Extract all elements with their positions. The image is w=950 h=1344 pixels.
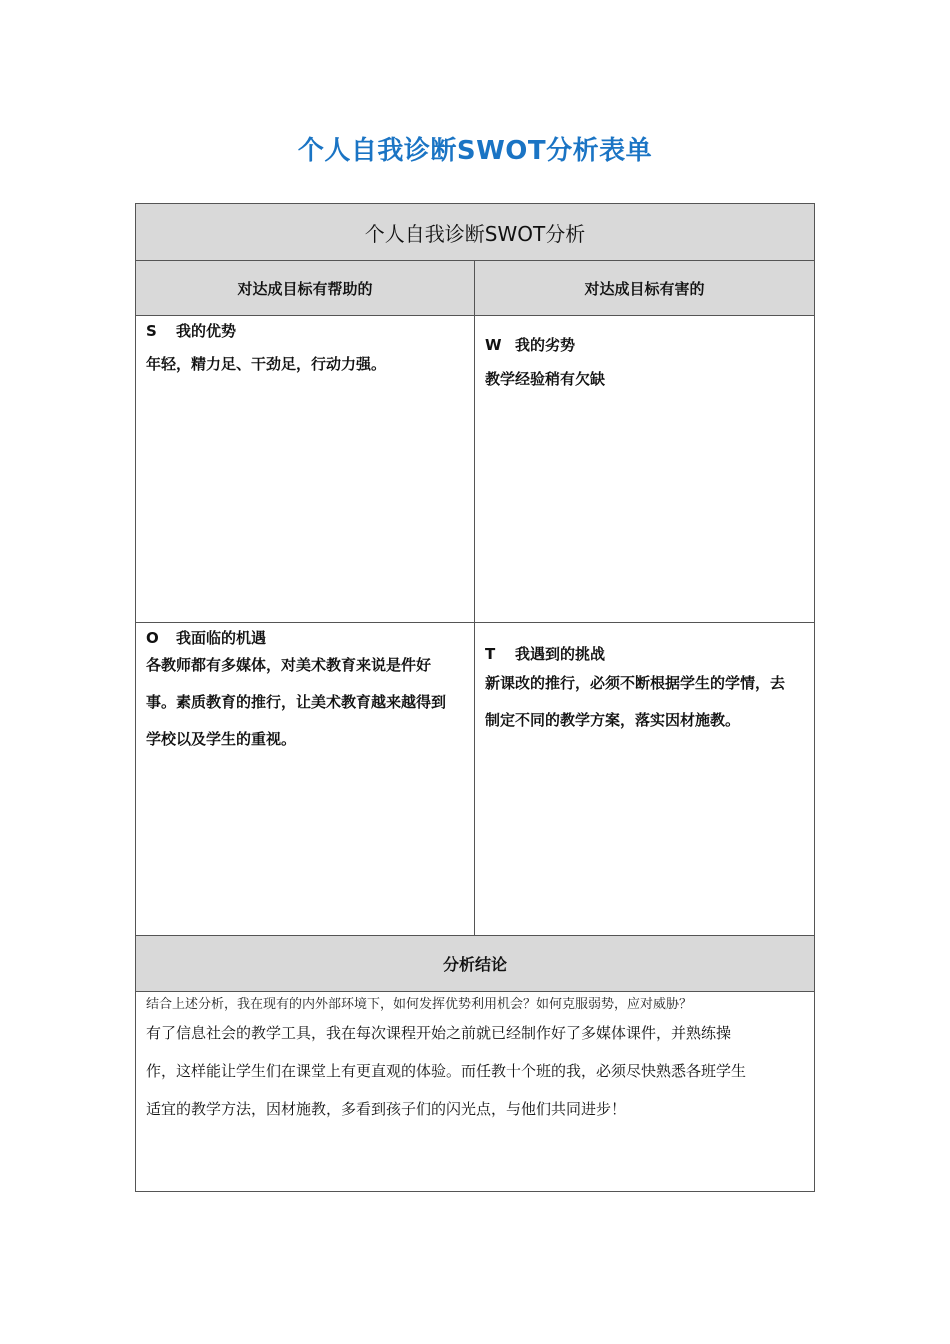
strengths-text: 年轻，精力足、干劲足，行动力强。 <box>146 355 387 373</box>
column-headers <box>136 261 814 316</box>
threats-label: T 我遇到的挑战 <box>485 645 606 663</box>
conclusion-cell <box>136 992 814 1192</box>
swot-table <box>135 203 815 1192</box>
harmful-header: 对达成目标有害的 <box>584 279 705 298</box>
opportunities-text: 各教师都有多媒体，对美术教育来说是件好 事。素质教育的推行，让美术教育越来越得到 学校以及学生的重视。 <box>146 656 447 748</box>
threats-cell <box>475 623 814 935</box>
strengths-cell <box>136 316 475 622</box>
opportunities-label: O 我面临的机遇 <box>146 629 267 647</box>
weaknesses-text: 教学经验稍有欠缺 <box>485 370 606 388</box>
ot-row <box>136 623 814 936</box>
sw-row <box>136 316 814 623</box>
threats-text: 新课改的推行，必须不断根据学生的学情，去 制定不同的教学方案，落实因材施教。 <box>485 674 786 729</box>
weaknesses-cell <box>475 316 814 622</box>
table-heading: 个人自我诊断SWOT分析 <box>136 204 814 261</box>
opportunities-cell <box>136 623 475 935</box>
conclusion-header: 分析结论 <box>136 936 814 992</box>
page-title: 个人自我诊断SWOT分析表单 <box>297 136 653 166</box>
weaknesses-label: W 我的劣势 <box>485 336 576 354</box>
conclusion-text: 有了信息社会的教学工具，我在每次课程开始之前就已经制作好了多媒体课件，并熟练操 作，这样能让学生们在课堂上有更直观的体验。而任教十个班的我，必须尽快熟悉各班学生 适宜的教学方法，因材施教，多看到孩子们的闪光点，与他们共同进步！ <box>146 1024 747 1118</box>
helpful-header: 对达成目标有帮助的 <box>136 261 475 315</box>
strengths-label: S 我的优势 <box>146 322 237 340</box>
conclusion-question: 结合上述分析，我在现有的内外部环境下，如何发挥优势利用机会？如何克服弱势，应对威胁？ <box>146 997 693 1012</box>
